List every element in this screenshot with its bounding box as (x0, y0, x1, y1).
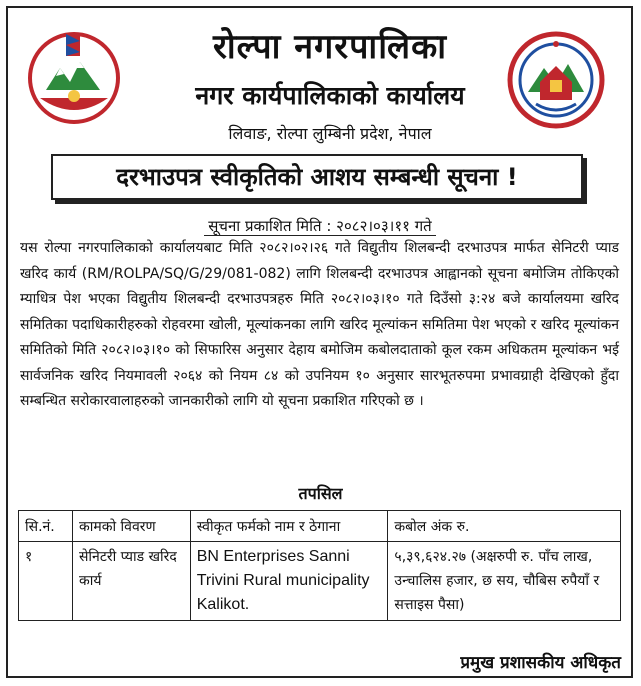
table-row (19, 542, 621, 621)
header-sn: सि.नं. (19, 511, 73, 542)
municipality-title: रोल्पा नगरपालिका (212, 27, 448, 67)
notice-title: दरभाउपत्र स्वीकृतिको आशय सम्बन्धी सूचना ! (51, 154, 583, 200)
office-title: नगर कार्यपालिकाको कार्यालय (195, 81, 465, 110)
table-header-row (19, 511, 621, 542)
award-table (18, 510, 621, 621)
header-firm: स्वीकृत फर्मको नाम र ठेगाना (190, 511, 388, 542)
published-date-line (150, 216, 490, 236)
notice-body: यस रोल्पा नगरपालिकाको कार्यालयबाट मिति २०८२।०२।२६ गते विद्युतीय शिलबन्दी दरभाउपत्र मार्फत सेनिटरी प्याड खरिद कार्य (RM/ROLPA/SQ/G/29/081-082) लागि शिलबन्दी दरभाउपत्र आह्वानको सूचना बमोजिम तोकिएको म्याधित्र पेश भएका विद्युतीय शिलबन्दी दरभाउपत्रहरु मिति २०८२।०३।१० गते दिउँसो ३:२४ बजे कार्यालयमा खरिद समितिका पदाधिकारीहरुको रोहवरमा खोली, मूल्यांकनका लागि खरिद मूल्यांकन समितिमा पेश भएको र खरिद मूल्यांकन समितिको मिति २०८२।०३।१० को सिफारिस अनुसार देहाय बमोजिम कबोलदाताको कूल रकम अधिकतम मूल्यांकन भई सार्वजनिक खरिद नियमावली २०६४ को नियम ८४ को उपनियम १० अनुसार सारभूतरुपमा प्रभावग्राही देखिएको हुँदा सम्बन्धित सरोकारवालाहरुको जानकारीको लागि यो सूचना प्रकाशित गरिएको छ । (20, 240, 619, 409)
cell-work: सेनिटरी प्याड खरिद कार्य (72, 542, 190, 621)
header-amount: कबोल अंक रु. (388, 511, 621, 542)
office-address: लिवाङ, रोल्पा लुम्बिनी प्रदेश, नेपाल (228, 124, 432, 143)
cell-firm: BN Enterprises Sanni Trivini Rural municipality Kalikot. (190, 542, 388, 621)
nepal-emblem-icon (26, 26, 122, 126)
header-work: कामको विवरण (72, 511, 190, 542)
table-heading: तपसिल (298, 484, 343, 503)
cell-amount: ५,३९,६२४.२७ (अक्षरुपी रु. पाँच लाख, उन्चालिस हजार, छ सय, चौबिस रुपैयाँ र सत्ताइस पैसा) (388, 542, 621, 621)
cell-sn: १ (19, 542, 73, 621)
signatory: प्रमुख प्रशासकीय अधिकृत (460, 653, 621, 673)
published-date: सूचना प्रकाशित मिति : २०८२।०३।११ गते (204, 217, 435, 236)
